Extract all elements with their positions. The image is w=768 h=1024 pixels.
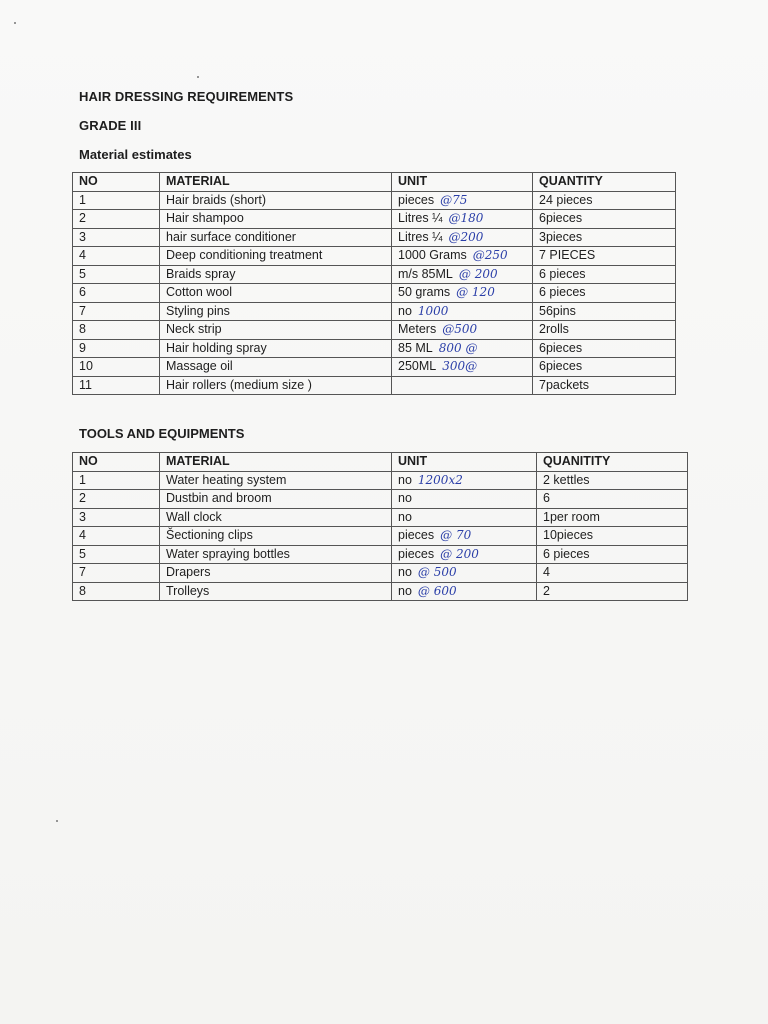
cell-material-text: Hair holding spray <box>166 340 267 355</box>
cell-unit <box>392 582 537 601</box>
cell-quantity <box>533 265 676 284</box>
cell-quantity <box>533 358 676 377</box>
cell-material <box>160 508 392 527</box>
cell-unit-text: m/s 85ML <box>398 266 453 281</box>
handwritten-price-note: 300@ <box>442 359 478 374</box>
cell-unit <box>392 545 537 564</box>
cell-unit-text: pieces <box>398 192 435 207</box>
handwritten-price-note: @250 <box>472 248 508 263</box>
cell-quantity-text: 4 <box>543 565 550 580</box>
cell-material-text: hair surface conditioner <box>166 229 296 244</box>
table-row <box>73 191 676 210</box>
cell-no-text: 3 <box>79 509 86 524</box>
cell-material <box>160 527 392 546</box>
cell-unit <box>392 527 537 546</box>
cell-no-text: 7 <box>79 303 86 318</box>
cell-no <box>73 210 160 229</box>
table-header-row <box>73 453 688 472</box>
cell-unit-text: no <box>398 565 412 580</box>
cell-unit <box>392 376 533 395</box>
material-section-title: Material estimates <box>79 147 192 162</box>
cell-unit <box>392 302 533 321</box>
cell-quantity <box>533 210 676 229</box>
cell-quantity <box>537 527 688 546</box>
cell-material-text: Styling pins <box>166 303 230 318</box>
table-row <box>73 471 688 490</box>
cell-unit-text: 85 ML <box>398 340 433 355</box>
cell-no <box>73 545 160 564</box>
cell-no <box>73 508 160 527</box>
table-row <box>73 265 676 284</box>
cell-unit <box>392 508 537 527</box>
cell-no-text: 1 <box>79 472 86 487</box>
cell-unit-text: pieces <box>398 546 435 561</box>
cell-no-text: 7 <box>79 565 86 580</box>
material-estimates-table <box>72 172 676 395</box>
header-unit: UNIT <box>392 453 537 472</box>
cell-unit-text: 250ML <box>398 359 437 374</box>
tools-section-title: TOOLS AND EQUIPMENTS <box>79 426 245 441</box>
handwritten-price-note: @ 200 <box>458 266 498 281</box>
cell-material-text: Cotton wool <box>166 285 233 300</box>
cell-no-text: 9 <box>79 340 86 355</box>
table-row <box>73 247 676 266</box>
header-quantity: QUANTITY <box>533 173 676 192</box>
cell-no-text: 4 <box>79 248 86 263</box>
cell-material <box>160 582 392 601</box>
cell-material-text: Šectioning clips <box>166 528 253 543</box>
cell-material <box>160 265 392 284</box>
handwritten-price-note: @ 120 <box>456 285 495 300</box>
handwritten-price-note: @180 <box>448 211 484 226</box>
handwritten-price-note: @200 <box>448 229 484 244</box>
cell-quantity-text: 6pieces <box>539 359 583 374</box>
cell-material <box>160 376 392 395</box>
cell-material-text: Deep conditioning treatment <box>166 248 323 263</box>
cell-no <box>73 564 160 583</box>
cell-unit-text: no <box>398 583 412 598</box>
cell-material-text: Water spraying bottles <box>166 546 290 561</box>
table-row <box>73 339 676 358</box>
table-row <box>73 545 688 564</box>
cell-quantity-text: 6pieces <box>539 340 583 355</box>
handwritten-price-note: 1200x2 <box>417 472 463 487</box>
handwritten-price-note: @500 <box>442 322 478 337</box>
header-material: MATERIAL <box>160 453 392 472</box>
cell-no <box>73 490 160 509</box>
cell-quantity <box>537 545 688 564</box>
cell-no <box>73 228 160 247</box>
cell-material <box>160 358 392 377</box>
cell-no-text: 2 <box>79 491 86 506</box>
table-row <box>73 284 676 303</box>
cell-no-text: 8 <box>79 583 86 598</box>
cell-unit-text: no <box>398 472 412 487</box>
material-table-body <box>73 191 676 395</box>
scan-speck <box>197 76 199 78</box>
cell-material-text: Water heating system <box>166 472 287 487</box>
cell-material <box>160 490 392 509</box>
table-row <box>73 302 676 321</box>
cell-no <box>73 527 160 546</box>
grade-label: GRADE III <box>79 118 142 133</box>
cell-unit-text: Litres ¼ <box>398 211 443 226</box>
handwritten-price-note: @75 <box>440 192 468 207</box>
cell-unit <box>392 247 533 266</box>
table-row <box>73 321 676 340</box>
cell-material-text: Hair braids (short) <box>166 192 267 207</box>
cell-no-text: 2 <box>79 211 86 226</box>
header-quantity: QUANITITY <box>537 453 688 472</box>
cell-no-text: 10 <box>79 359 93 374</box>
header-no: NO <box>73 173 160 192</box>
handwritten-price-note: 1000 <box>417 303 449 318</box>
cell-quantity <box>537 582 688 601</box>
cell-no <box>73 191 160 210</box>
cell-no <box>73 321 160 340</box>
cell-no <box>73 471 160 490</box>
cell-quantity <box>537 508 688 527</box>
cell-quantity <box>533 339 676 358</box>
cell-no-text: 8 <box>79 322 86 337</box>
cell-quantity-text: 7 PIECES <box>539 248 596 263</box>
cell-quantity-text: 56pins <box>539 303 576 318</box>
cell-material-text: Wall clock <box>166 509 222 524</box>
cell-material-text: Trolleys <box>166 583 210 598</box>
cell-material-text: Hair rollers (medium size ) <box>166 377 312 392</box>
cell-unit-text: Meters <box>398 322 437 337</box>
cell-quantity-text: 2 kettles <box>543 472 590 487</box>
cell-material-text: Hair shampoo <box>166 211 244 226</box>
cell-unit-text: pieces <box>398 528 435 543</box>
cell-material <box>160 228 392 247</box>
cell-material <box>160 471 392 490</box>
handwritten-price-note: @ 600 <box>417 583 457 598</box>
cell-no-text: 5 <box>79 546 86 561</box>
cell-no <box>73 376 160 395</box>
table-header-row <box>73 173 676 192</box>
cell-no-text: 11 <box>79 377 92 392</box>
cell-quantity-text: 2rolls <box>539 322 569 337</box>
cell-no-text: 6 <box>79 285 86 300</box>
cell-no <box>73 265 160 284</box>
cell-unit-text: no <box>398 491 412 506</box>
cell-unit-text: Litres ¼ <box>398 229 443 244</box>
cell-quantity-text: 6pieces <box>539 211 583 226</box>
table-row <box>73 490 688 509</box>
table-row <box>73 564 688 583</box>
cell-material <box>160 302 392 321</box>
table-row <box>73 210 676 229</box>
cell-quantity-text: 2 <box>543 583 550 598</box>
cell-quantity-text: 6 pieces <box>539 266 586 281</box>
cell-quantity <box>533 247 676 266</box>
cell-quantity <box>533 284 676 303</box>
handwritten-price-note: @ 200 <box>440 546 479 561</box>
cell-unit <box>392 228 533 247</box>
cell-material <box>160 564 392 583</box>
tools-table-body <box>73 471 688 601</box>
cell-material <box>160 191 392 210</box>
cell-quantity-text: 3pieces <box>539 229 583 244</box>
cell-no <box>73 284 160 303</box>
cell-quantity-text: 6 pieces <box>539 285 586 300</box>
header-no: NO <box>73 453 160 472</box>
cell-material <box>160 545 392 564</box>
cell-quantity-text: 6 pieces <box>543 546 590 561</box>
cell-quantity <box>533 191 676 210</box>
cell-unit <box>392 210 533 229</box>
scan-speck <box>56 820 58 822</box>
cell-material <box>160 284 392 303</box>
cell-material-text: Massage oil <box>166 359 233 374</box>
cell-unit-text: no <box>398 303 412 318</box>
cell-unit <box>392 339 533 358</box>
cell-material-text: Dustbin and broom <box>166 491 272 506</box>
table-row <box>73 228 676 247</box>
cell-no <box>73 358 160 377</box>
cell-unit-text: no <box>398 509 412 524</box>
cell-no <box>73 339 160 358</box>
handwritten-price-note: @ 500 <box>417 565 457 580</box>
cell-no-text: 3 <box>79 229 86 244</box>
cell-quantity-text: 10pieces <box>543 528 594 543</box>
cell-material-text: Braids spray <box>166 266 236 281</box>
tools-equipments-table <box>72 452 688 601</box>
cell-material-text: Neck strip <box>166 322 222 337</box>
document-title: HAIR DRESSING REQUIREMENTS <box>79 89 294 104</box>
cell-unit <box>392 564 537 583</box>
scan-speck <box>14 22 16 24</box>
handwritten-price-note: @ 70 <box>440 528 472 543</box>
cell-material <box>160 321 392 340</box>
cell-quantity <box>533 376 676 395</box>
table-row <box>73 376 676 395</box>
cell-quantity <box>533 302 676 321</box>
cell-material <box>160 339 392 358</box>
cell-unit <box>392 490 537 509</box>
cell-quantity <box>537 471 688 490</box>
cell-unit <box>392 284 533 303</box>
cell-unit <box>392 191 533 210</box>
cell-quantity <box>537 490 688 509</box>
cell-unit <box>392 358 533 377</box>
cell-no-text: 5 <box>79 266 86 281</box>
cell-unit-text: 1000 Grams <box>398 248 467 263</box>
cell-quantity-text: 1per room <box>543 509 600 524</box>
cell-unit <box>392 321 533 340</box>
cell-quantity <box>537 564 688 583</box>
cell-quantity-text: 7packets <box>539 377 590 392</box>
cell-unit-text: 50 grams <box>398 285 451 300</box>
header-material: MATERIAL <box>160 173 392 192</box>
cell-quantity <box>533 228 676 247</box>
cell-no <box>73 582 160 601</box>
cell-unit <box>392 265 533 284</box>
cell-material <box>160 210 392 229</box>
table-row <box>73 582 688 601</box>
cell-no <box>73 247 160 266</box>
table-row <box>73 527 688 546</box>
header-unit: UNIT <box>392 173 533 192</box>
handwritten-price-note: 800 @ <box>438 340 478 355</box>
cell-quantity-text: 24 pieces <box>539 192 593 207</box>
cell-unit <box>392 471 537 490</box>
cell-no <box>73 302 160 321</box>
cell-material <box>160 247 392 266</box>
cell-quantity <box>533 321 676 340</box>
cell-material-text: Drapers <box>166 565 211 580</box>
table-row <box>73 358 676 377</box>
table-row <box>73 508 688 527</box>
cell-no-text: 4 <box>79 528 86 543</box>
cell-quantity-text: 6 <box>543 491 550 506</box>
cell-no-text: 1 <box>79 192 86 207</box>
